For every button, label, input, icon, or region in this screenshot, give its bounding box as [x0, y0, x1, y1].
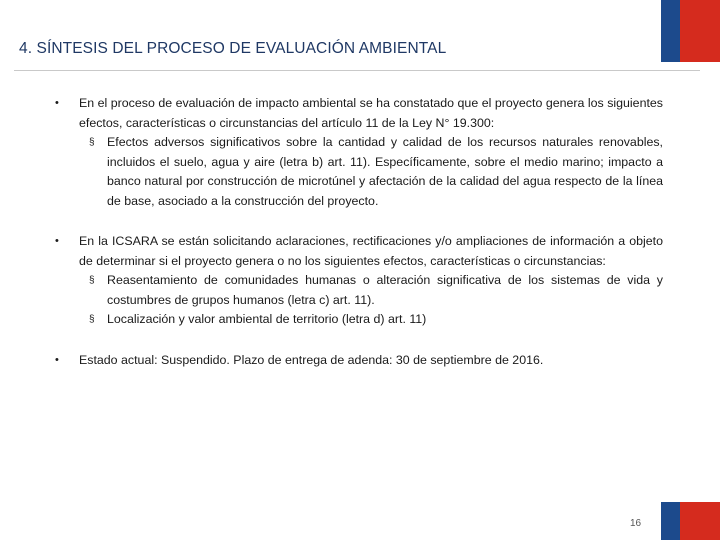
bullet-marker: •	[55, 235, 59, 247]
sub-text: Efectos adversos significativos sobre la cantidad y calidad de los recursos naturales renovables, incluidos el suelo, agua y aire (letra b) art. 11). Específicamente, sobre el medio marino; impacto a banco natural por construcción de microtúnel y afectación de la calidad del agua respecto de la línea de base, asociado a la construcción del proyecto.	[107, 135, 663, 208]
sub-item	[79, 133, 663, 211]
sub-text: Reasentamiento de comunidades humanas o alteración significativa de los sistemas de vida y costumbres de grupos humanos (letra c) art. 11).	[107, 273, 663, 307]
flag-red-stripe	[680, 0, 720, 62]
sub-marker: §	[89, 314, 95, 325]
sub-item	[79, 271, 663, 310]
bullet-item	[55, 94, 663, 211]
page-number: 16	[630, 518, 642, 529]
bullet-text: En el proceso de evaluación de impacto ambiental se ha constatado que el proyecto genera los siguientes efectos, características o circunstancias del artículo 11 de la Ley N° 19.300:	[79, 96, 663, 130]
sub-text: Localización y valor ambiental de territorio (letra d) art. 11)	[107, 312, 427, 326]
sub-item	[79, 310, 663, 330]
sub-marker: §	[89, 275, 95, 286]
flag-blue-stripe	[661, 502, 680, 540]
bullet-text: En la ICSARA se están solicitando aclaraciones, rectificaciones y/o ampliaciones de información a objeto de determinar si el proyecto genera o no los siguientes efectos, características o circunstancias:	[79, 234, 663, 268]
bullet-marker: •	[55, 97, 59, 109]
flag-red-stripe	[680, 502, 720, 540]
flag-decoration-bottom	[661, 502, 720, 540]
slide-content	[55, 94, 663, 391]
slide-title: 4. SÍNTESIS DEL PROCESO DE EVALUACIÓN AMBIENTAL	[19, 40, 447, 57]
bullet-text: Estado actual: Suspendido. Plazo de entrega de adenda: 30 de septiembre de 2016.	[79, 352, 544, 367]
flag-blue-stripe	[661, 0, 680, 62]
flag-decoration-top	[661, 0, 720, 62]
title-divider	[14, 70, 700, 71]
bullet-marker: •	[55, 353, 59, 366]
sub-marker: §	[89, 137, 95, 148]
bullet-item	[55, 232, 663, 330]
bullet-item	[55, 351, 663, 371]
